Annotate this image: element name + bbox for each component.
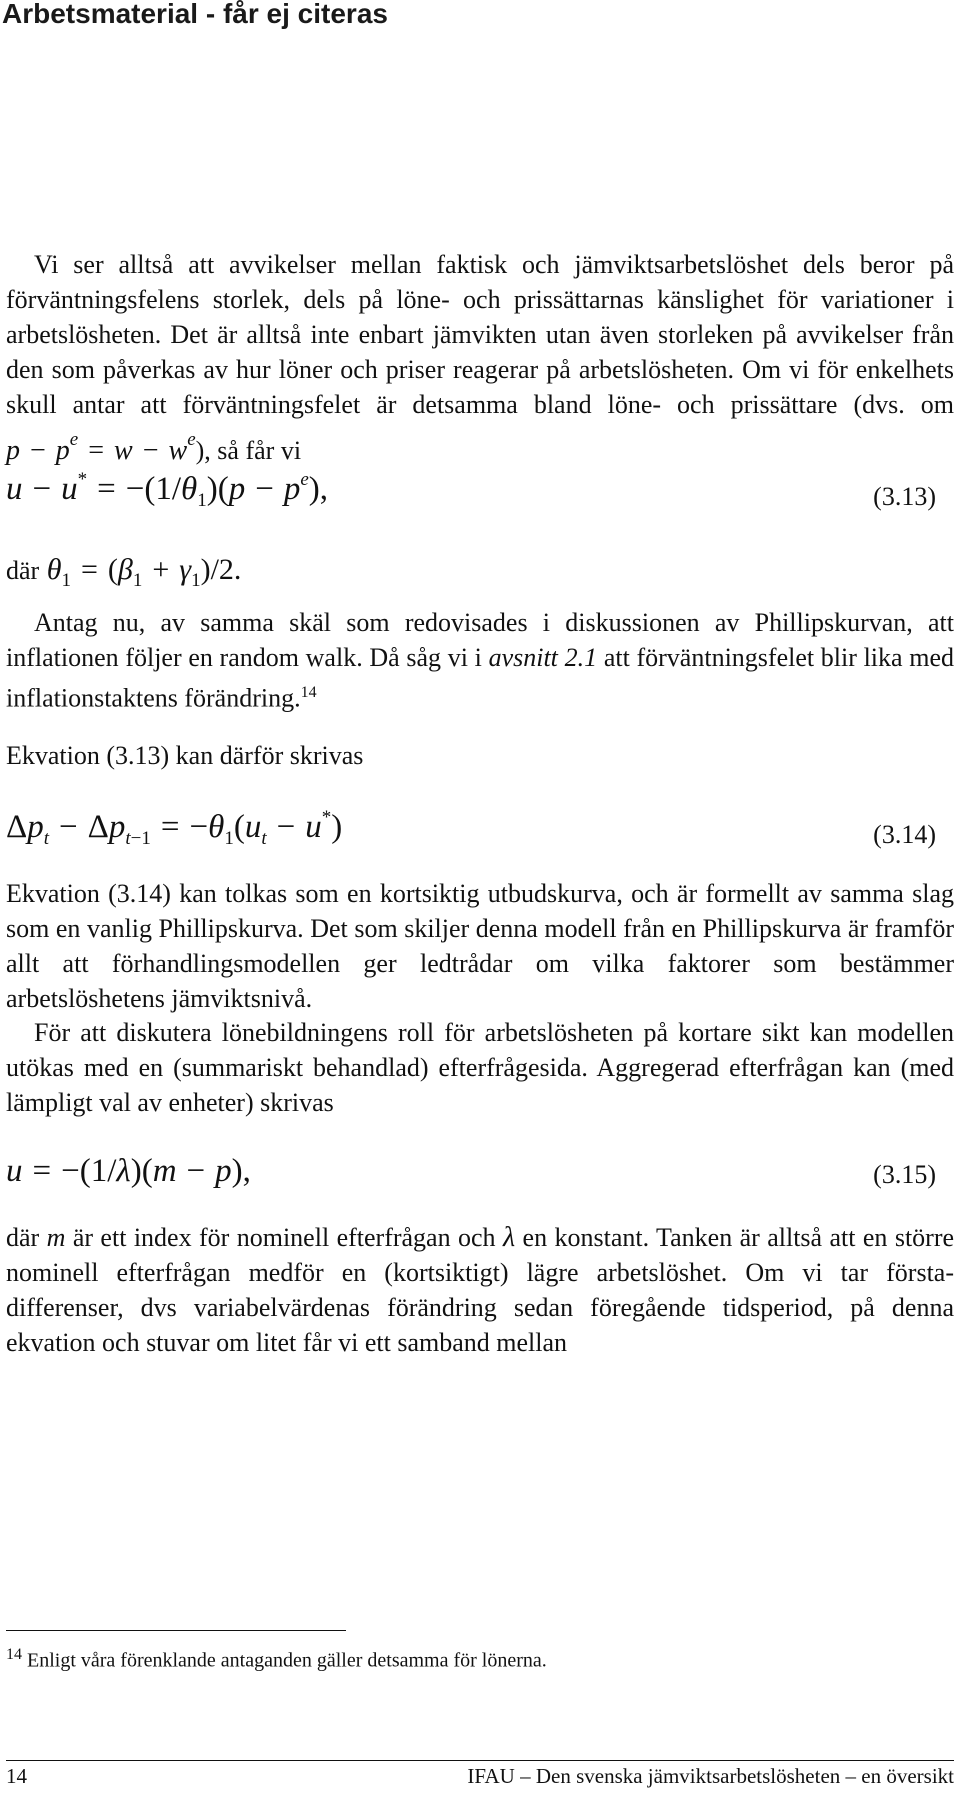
paragraph-6-b: är ett index för nominell efterfrågan och <box>72 1223 496 1252</box>
footnote-rule <box>6 1630 346 1631</box>
equation-3-14-number: (3.14) <box>873 820 936 849</box>
paragraph-2-tail: att förväntningsfelet blir lika med inflationstaktens förändring. <box>6 643 955 713</box>
inline-equation-expectations: $p - p^e = w - w^e$ <box>6 429 196 466</box>
footnote-ref-14: 14 <box>300 684 317 701</box>
running-footer: IFAU – Den svenska jämviktsarbetslösheten – en översikt <box>467 1764 954 1788</box>
footnote-text: Enligt våra förenklande antaganden gäller detsamma för lönerna. <box>27 1649 547 1672</box>
paragraph-2-section-ref: avsnitt 2.1 <box>488 643 598 672</box>
paragraph-1 <box>6 247 954 468</box>
paragraph-6-a: där <box>6 1223 40 1252</box>
equation-3-14 <box>6 806 954 856</box>
paragraph-1-text: Vi ser alltså att avvikelser mellan faktisk och jämviktsarbetslöshet dels beror på förväntningsfelens storlek, dels på löne- och prissättarnas känslighet för variationer i arbetslösheten. Det är alltså inte enbart jämvikten utan även storleken på avvikelser från den som påverkas av hur löner och priser reagerar på arbetslösheten. Om vi för enkelhets skull antar att förväntningsfelet är detsamma bland löne- och prissättare (dvs. om <box>6 250 954 419</box>
paragraph-1-tail: ), så får vi <box>195 436 302 465</box>
footnote-number: 14 <box>6 1646 22 1663</box>
equation-3-13 <box>6 468 954 518</box>
equation-3-15-math: u = −(1/λ)(m − p), <box>6 1153 251 1189</box>
paragraph-6-m: m <box>46 1223 66 1252</box>
dar-label: där <box>6 556 40 585</box>
footer-rule <box>6 1760 954 1761</box>
equation-3-13-math: $u - u^* = -(1/\theta_1)(p - p^e)$, <box>6 469 329 511</box>
footnote-14 <box>6 1646 547 1673</box>
equation-3-13-number: (3.13) <box>873 482 936 511</box>
equation-3-15-number: (3.15) <box>873 1160 936 1189</box>
paragraph-2 <box>6 605 954 716</box>
paragraph-6 <box>6 1220 954 1360</box>
running-header: Arbetsmaterial - får ej citeras <box>2 0 388 29</box>
equation-theta-definition <box>6 548 954 598</box>
page-number: 14 <box>6 1764 27 1788</box>
paragraph-4: Ekvation (3.14) kan tolkas som en kortsiktig utbudskurva, och är formellt av samma slag som en vanlig Phillipskurva. Det som skiljer denna modell från en Phillipskurva är framför allt att förhandlingsmodellen ger ledtrådar om vilka faktorer som bestämmer arbetslöshetens jämviktsnivå. <box>6 879 954 1013</box>
paragraph-3: Ekvation (3.13) kan därför skrivas <box>6 741 364 770</box>
equation-3-15 <box>6 1146 954 1196</box>
equation-3-14-math: $\Delta p_t - \Delta p_{t-1} = -\theta_1(u_t - u^*)$ <box>6 807 343 849</box>
theta-definition-math: där $\theta_1 = (\beta_1 + \gamma_1)/2$. <box>6 553 242 591</box>
paragraph-5: För att diskutera lönebildningens roll för arbetslösheten på kortare sikt kan modellen utökas med en (summariskt behandlad) efterfrågesida. Aggregerad efterfrågan kan (med lämpligt val av enheter) skrivas <box>6 1018 954 1117</box>
paragraph-2-text: Antag nu, av samma skäl som redovisades i diskussionen av Phillipskurvan, att inflationen följer en random walk. Då såg vi i <box>6 608 954 672</box>
paragraph-6-c: en konstant. Tanken är alltså att en större nominell efterfrågan medför en (kortsiktigt) lägre arbetslöshet. Om vi tar första-differenser, dvs variabelvärdenas förändring sedan föregående tidsperiod, på denna ekvation och stuvar om litet får vi ett samband mellan <box>6 1223 955 1357</box>
lambda-symbol: λ <box>502 1222 516 1253</box>
